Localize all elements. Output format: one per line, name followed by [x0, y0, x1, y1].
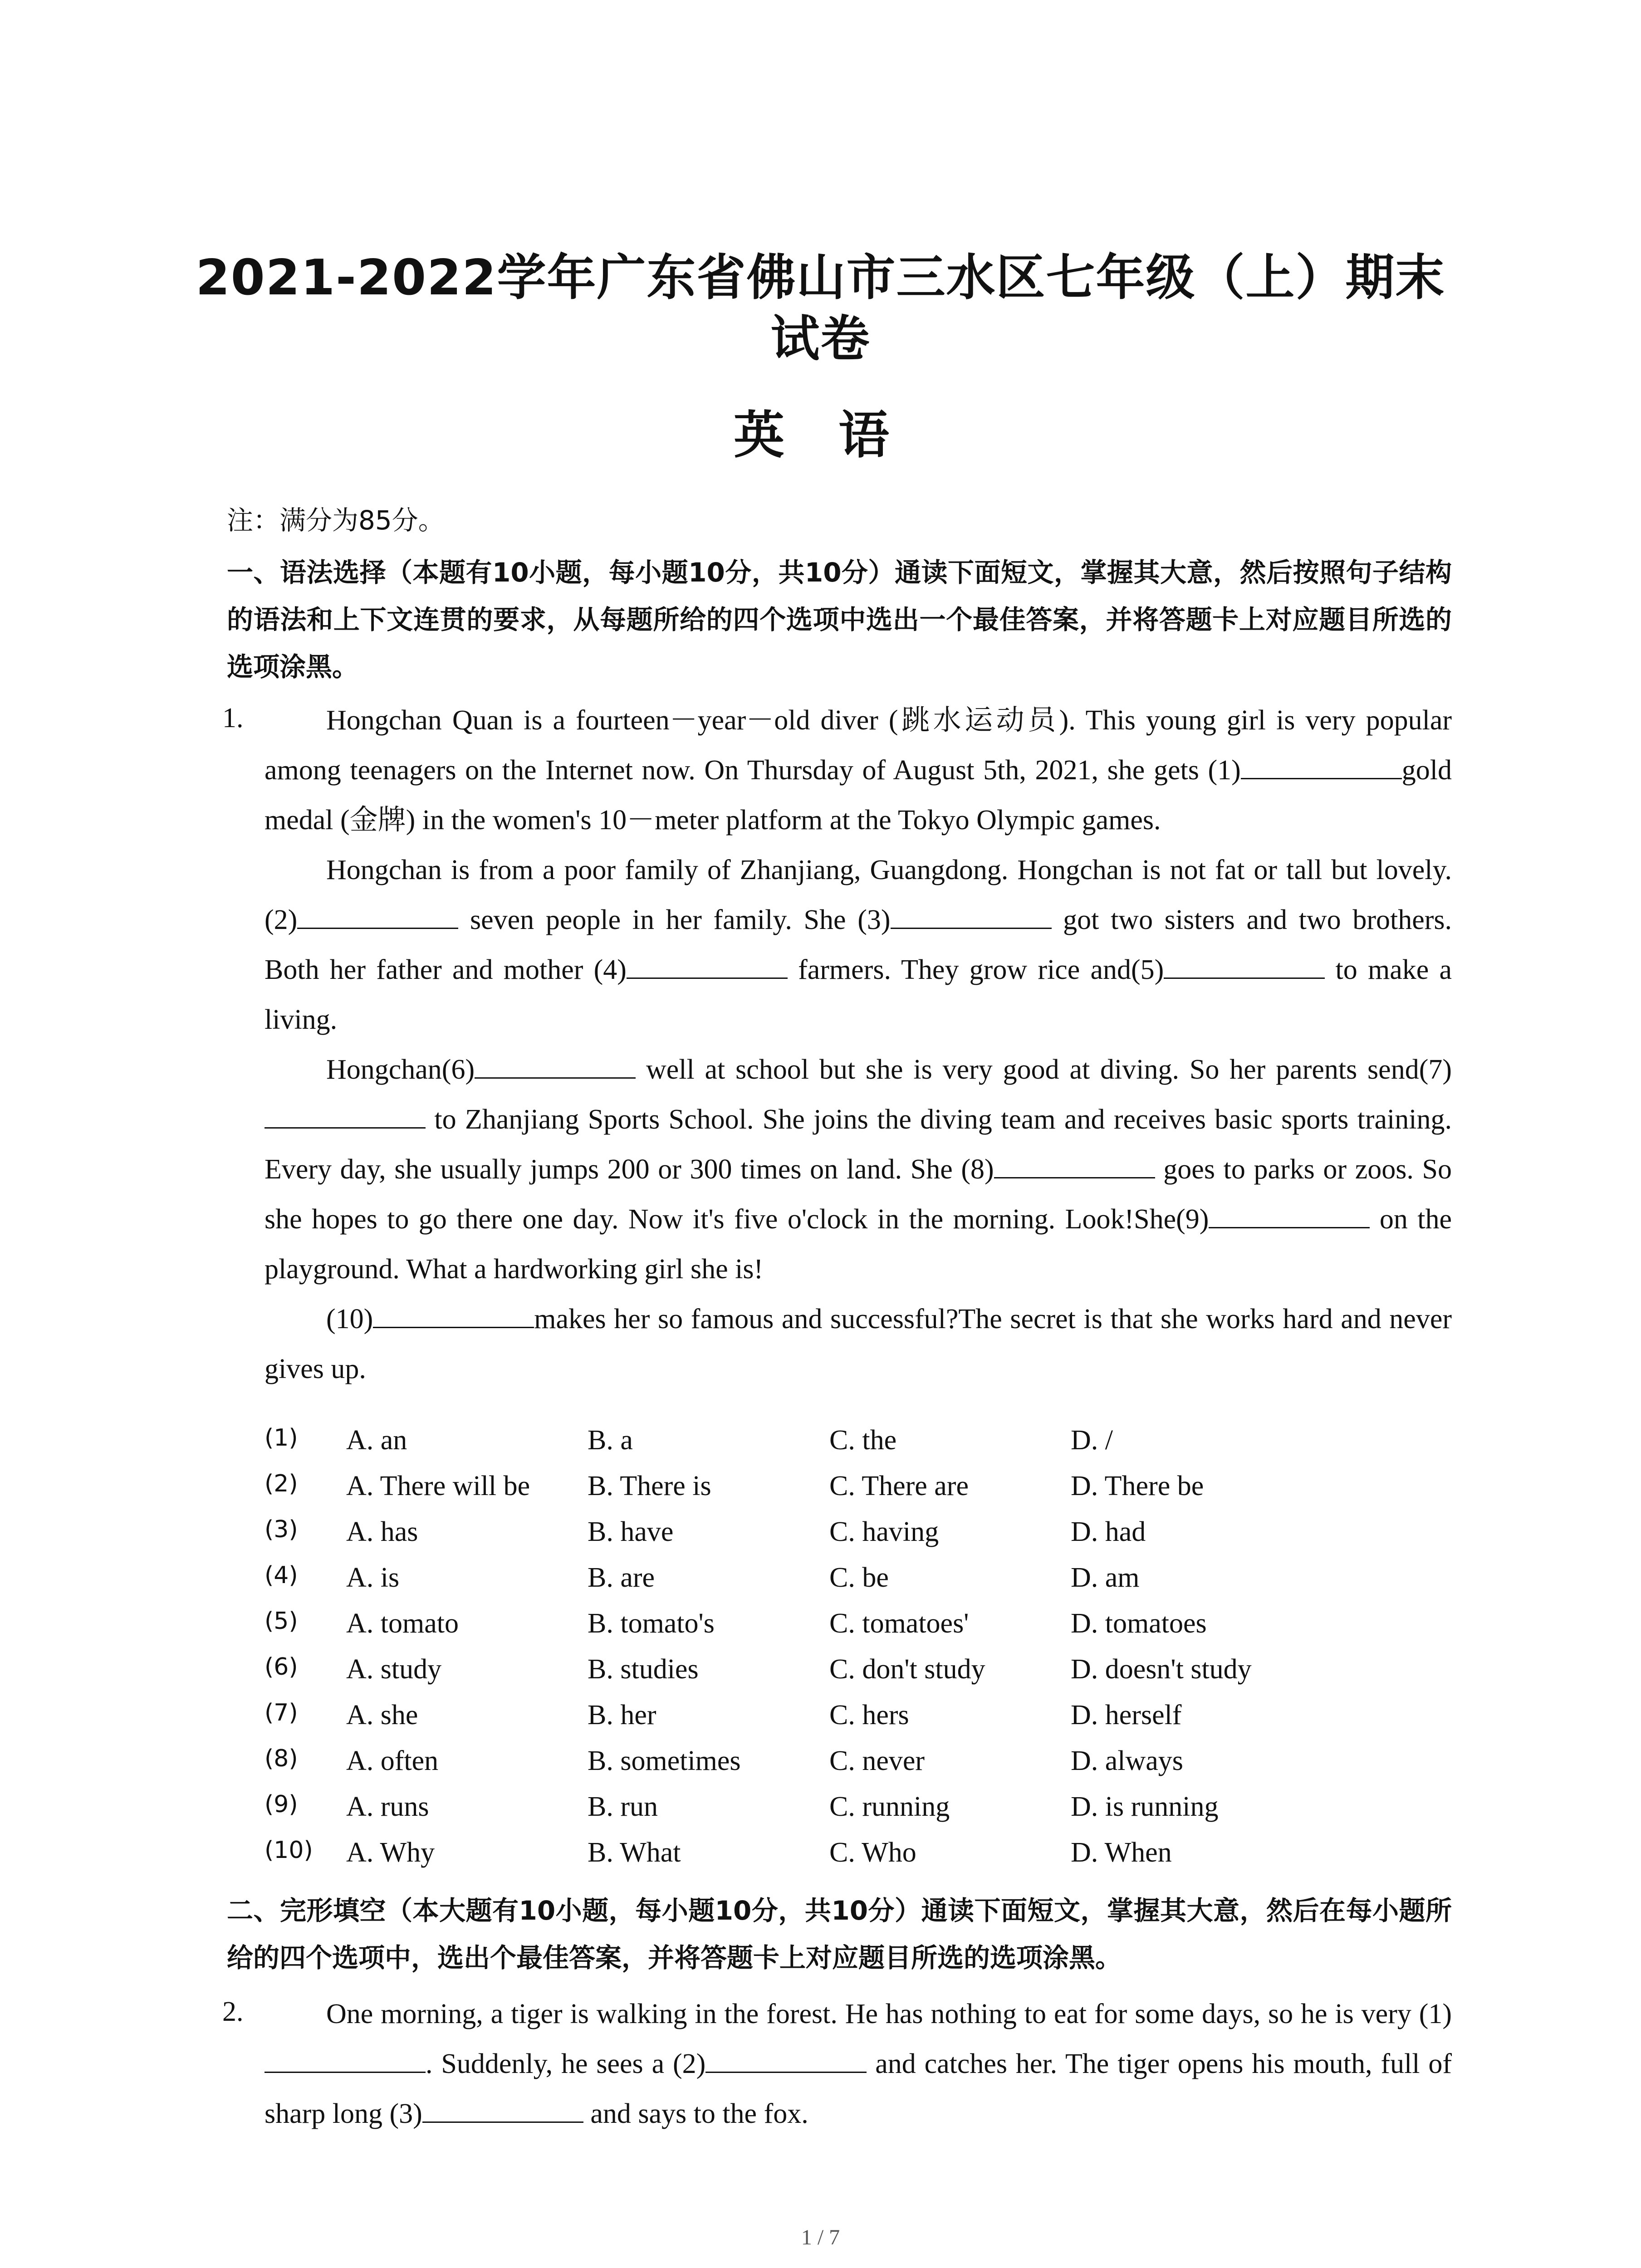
option-d: D. / — [1071, 1425, 1113, 1456]
option-d: D. am — [1071, 1562, 1140, 1593]
option-c: C. running — [829, 1791, 950, 1822]
option-number: (8) — [265, 1745, 298, 1772]
option-d: D. There be — [1071, 1471, 1204, 1501]
answer-blank — [265, 1099, 426, 1129]
passage-paragraph: Hongchan Quan is a fourteen－year－old diver (跳水运动员). This young girl is very popular among teenagers on the Internet now. On Thursday of August 5th, 2021, she gets (1) gold medal (金牌) in the women's 10－meter platform at the Tokyo Olympic games. — [265, 705, 1452, 836]
answer-blank — [994, 1149, 1155, 1178]
option-a: A. is — [346, 1562, 400, 1593]
passage-paragraph: Hongchan(6) well at school but she is very good at diving. So her parents send(7) to Zhanjiang Sports School. She joins the diving team and receives basic sports training. Every day, she usually jumps 200 or 300 times on land. She (8) goes to parks or zoos. So she hopes to go there one day. Now it's five o'clock in the morning. Look!She(9) on the playground. What a hardworking girl she is! — [265, 1045, 1452, 1294]
option-number: (6) — [265, 1653, 298, 1681]
option-a: A. has — [346, 1516, 418, 1547]
option-b: B. her — [588, 1700, 656, 1730]
option-number: (10) — [265, 1837, 313, 1864]
option-d: D. tomatoes — [1071, 1608, 1207, 1639]
answer-blank — [1209, 1199, 1370, 1228]
answer-blank — [373, 1299, 534, 1328]
score-note: 注：满分为85分。 — [227, 505, 445, 536]
option-c: C. tomatoes' — [829, 1608, 969, 1639]
option-number: (4) — [265, 1562, 298, 1589]
option-a: A. tomato — [346, 1608, 459, 1639]
option-row — [265, 1791, 1444, 1837]
question2-number: 2. — [222, 1996, 244, 2027]
option-c: C. don't study — [829, 1654, 985, 1685]
option-b: B. There is — [588, 1471, 711, 1501]
option-number: (1) — [265, 1424, 298, 1452]
answer-blank — [627, 949, 788, 979]
option-a: A. runs — [346, 1791, 429, 1822]
option-b: B. have — [588, 1516, 674, 1547]
options-list — [265, 1424, 1444, 1882]
answer-blank — [891, 899, 1052, 929]
passage-paragraph: Hongchan is from a poor family of Zhanjiang, Guangdong. Hongchan is not fat or tall but lovely. (2) seven people in her family. She (3) got two sisters and two brothers. Both her father and mother (4) farmers. They grow rice and(5) to make a living. — [265, 855, 1452, 1035]
answer-blank — [1164, 949, 1325, 979]
option-a: A. she — [346, 1700, 418, 1730]
option-a: A. an — [346, 1425, 407, 1456]
option-row — [265, 1470, 1444, 1516]
option-c: C. having — [829, 1516, 939, 1547]
option-a: A. study — [346, 1654, 442, 1685]
option-d: D. always — [1071, 1745, 1183, 1776]
option-row — [265, 1699, 1444, 1745]
answer-blank — [475, 1049, 636, 1079]
section2-heading: 二、完形填空（本大题有10小题，每小题10分，共10分）通读下面短文，掌握其大意，然后在每小题所给的四个选项中，选出个最佳答案，并将答题卡上对应题目所选的选项涂黑。 — [227, 1895, 1452, 1973]
option-c: C. be — [829, 1562, 889, 1593]
option-number: (7) — [265, 1699, 298, 1726]
answer-blank — [705, 2043, 867, 2073]
option-d: D. is running — [1071, 1791, 1219, 1822]
subject-heading: 英 语 — [734, 406, 907, 465]
answer-blank — [422, 2093, 583, 2123]
option-d: D. had — [1071, 1516, 1146, 1547]
section1-heading: 一、语法选择（本题有10小题，每小题10分，共10分）通读下面短文，掌握其大意，然后按照句子结构的语法和上下文连贯的要求，从每题所给的四个选项中选出一个最佳答案，并将答题卡上对应题目所选的选项涂黑。 — [227, 557, 1452, 682]
option-c: C. hers — [829, 1700, 909, 1730]
option-d: D. doesn't study — [1071, 1654, 1252, 1685]
option-b: B. studies — [588, 1654, 699, 1685]
option-number: (9) — [265, 1791, 298, 1818]
option-row — [265, 1837, 1444, 1882]
option-b: B. tomato's — [588, 1608, 715, 1639]
option-number: (3) — [265, 1516, 298, 1543]
option-c: C. the — [829, 1425, 897, 1456]
passage-paragraph: (10) makes her so famous and successful?The secret is that she works hard and never gives up. — [265, 1294, 1452, 1394]
option-b: B. run — [588, 1791, 658, 1822]
option-b: B. a — [588, 1425, 633, 1456]
option-row — [265, 1653, 1444, 1699]
answer-blank — [297, 899, 458, 929]
option-row — [265, 1562, 1444, 1608]
option-b: B. are — [588, 1562, 655, 1593]
option-b: B. sometimes — [588, 1745, 741, 1776]
option-c: C. There are — [829, 1471, 969, 1501]
question1-number: 1. — [222, 703, 244, 733]
question1-passage — [265, 695, 1452, 1394]
option-a: A. Why — [346, 1837, 435, 1868]
option-c: C. Who — [829, 1837, 916, 1868]
option-row — [265, 1608, 1444, 1653]
option-number: (2) — [265, 1470, 298, 1497]
answer-blank — [265, 2043, 426, 2073]
answer-blank — [1241, 750, 1402, 779]
page-title: 2021-2022学年广东省佛山市三水区七年级（上）期末试卷 — [196, 249, 1445, 367]
option-a: A. There will be — [346, 1471, 530, 1501]
option-c: C. never — [829, 1745, 925, 1776]
option-d: D. herself — [1071, 1700, 1182, 1730]
option-row — [265, 1516, 1444, 1562]
option-a: A. often — [346, 1745, 439, 1776]
question2-passage — [265, 1989, 1452, 2139]
option-row — [265, 1745, 1444, 1791]
passage-paragraph: One morning, a tiger is walking in the forest. He has nothing to eat for some days, so he is very (1). Suddenly, he sees a (2) and catches her. The tiger opens his mouth, full of sharp long (3) and says to the fox. — [265, 1999, 1452, 2129]
option-b: B. What — [588, 1837, 681, 1868]
option-number: (5) — [265, 1608, 298, 1635]
page-number: 1 / 7 — [801, 2225, 840, 2249]
option-row — [265, 1424, 1444, 1470]
option-d: D. When — [1071, 1837, 1172, 1868]
